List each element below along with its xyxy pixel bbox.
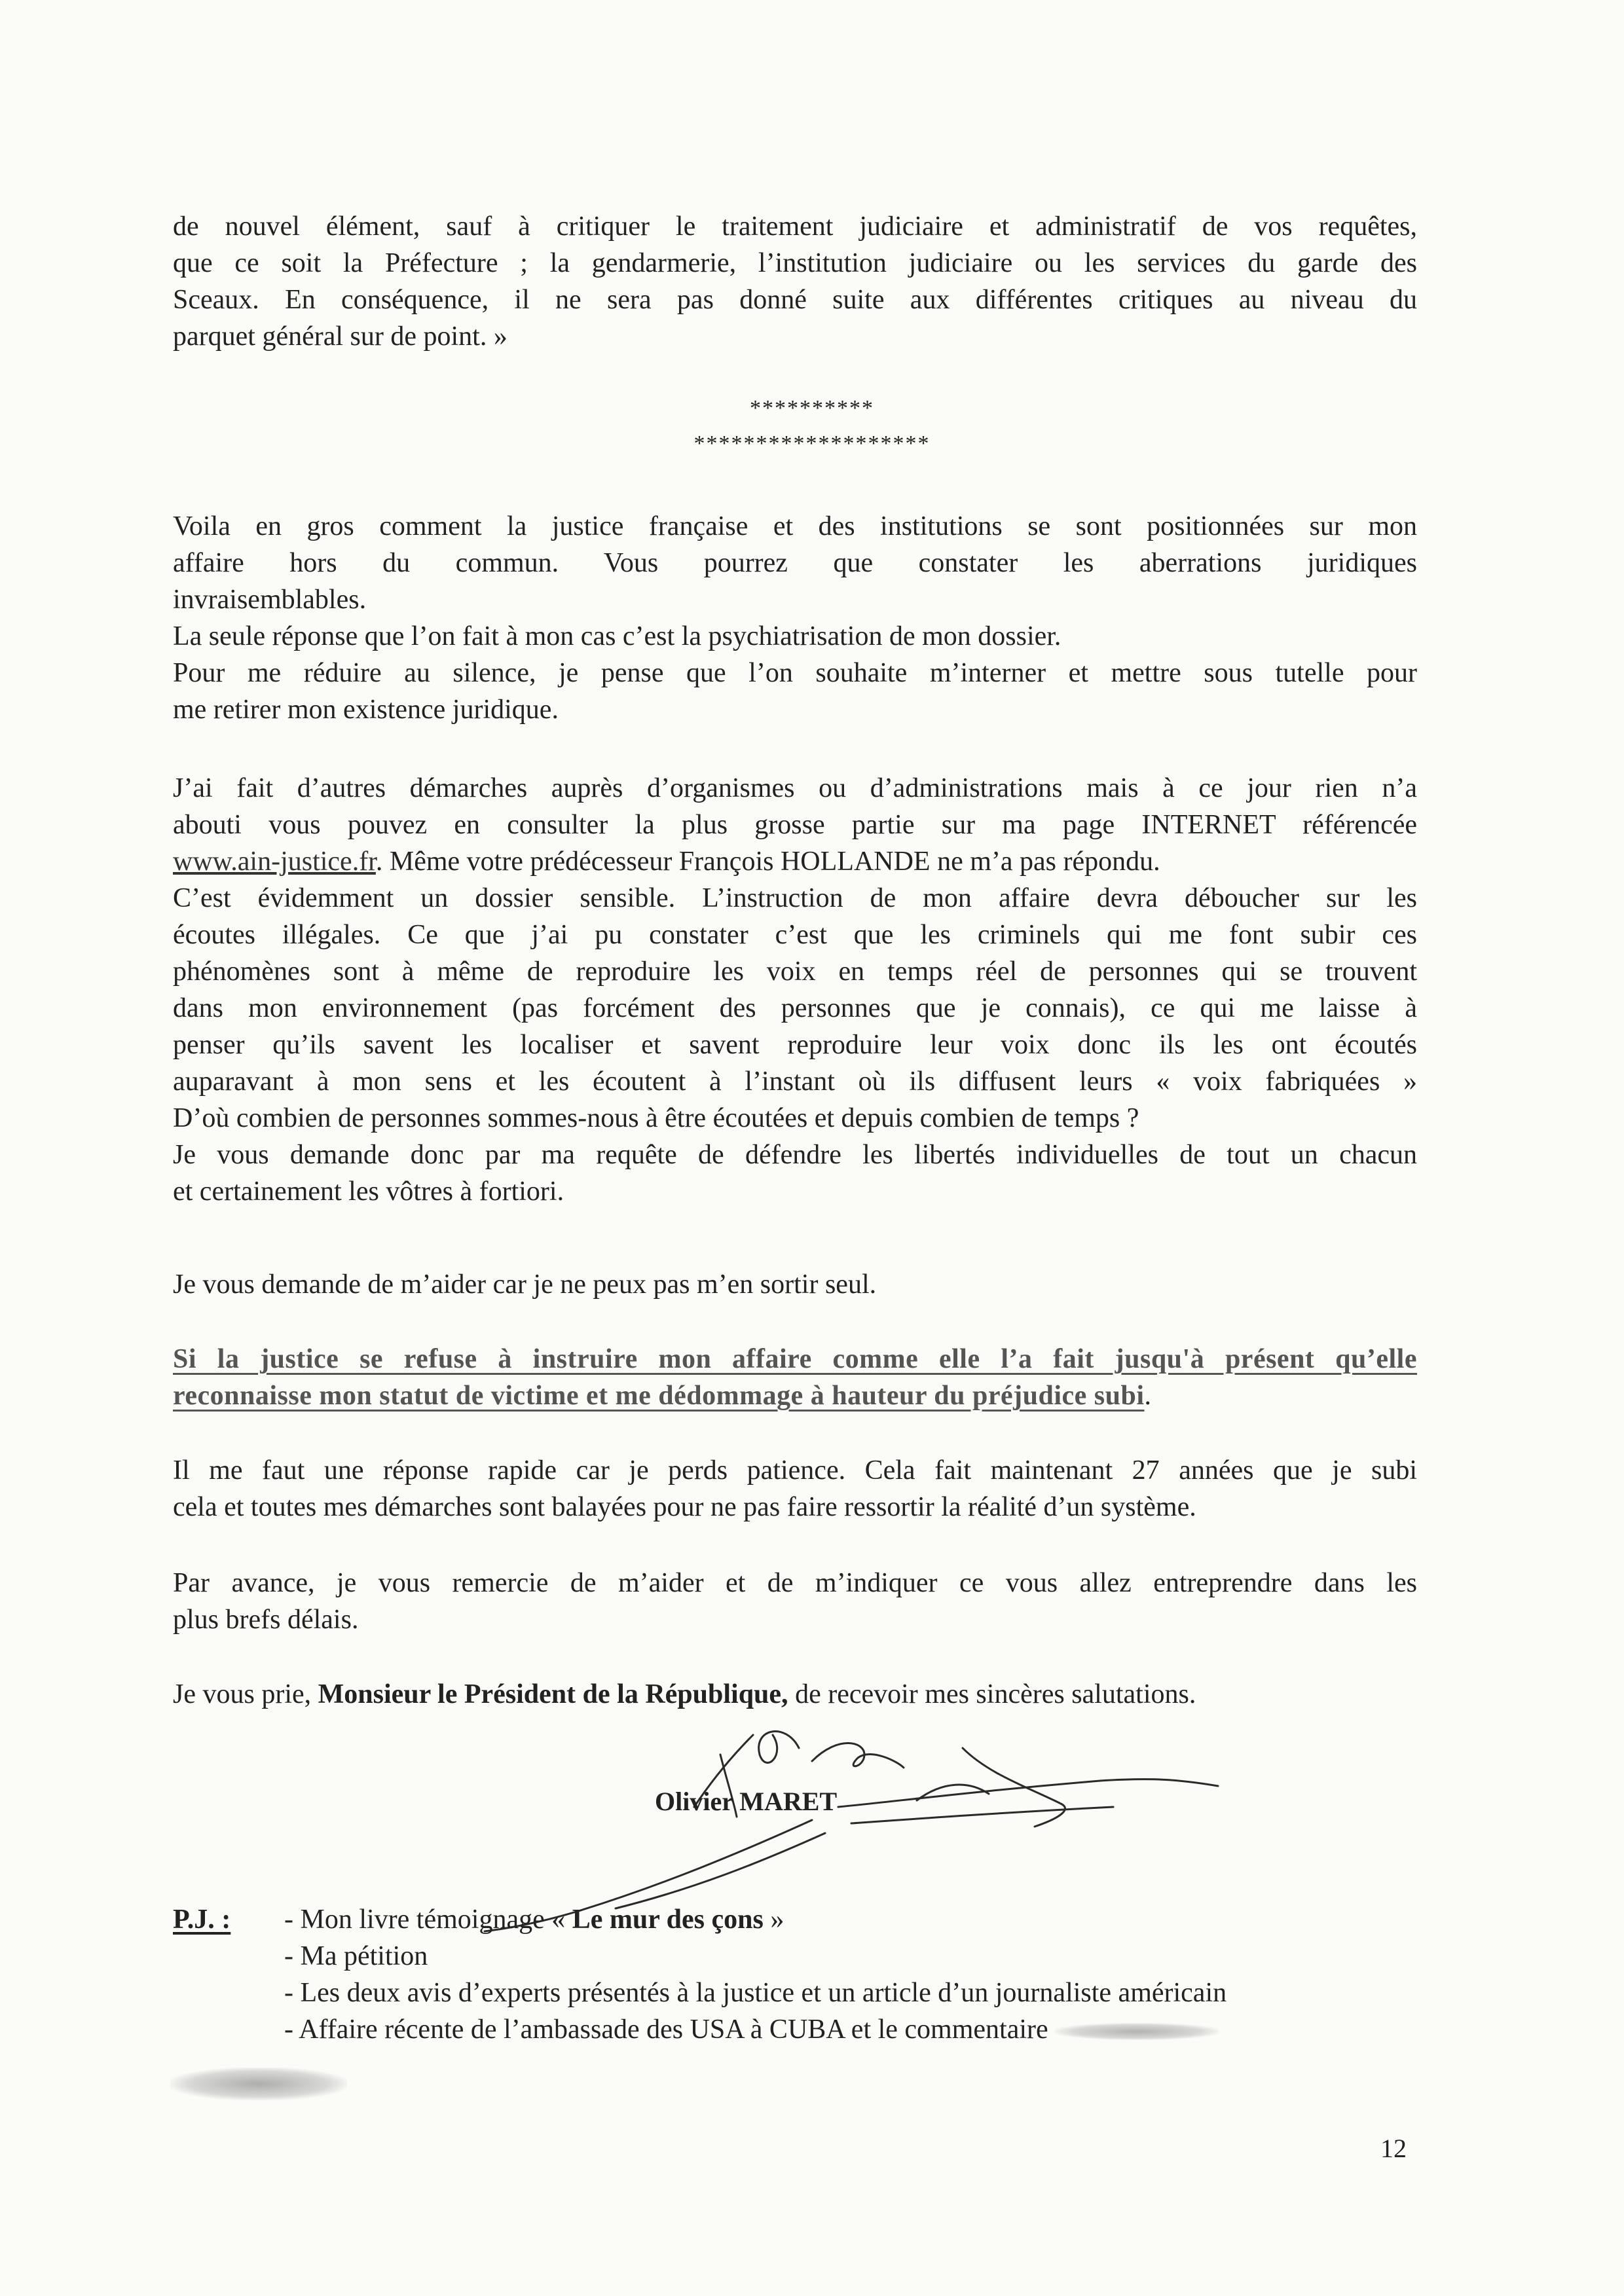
attachment-item-4-text: - Affaire récente de l’ambassade des USA à CUBA et le commentaire	[284, 2014, 1056, 2045]
redaction-mark	[1055, 2023, 1219, 2040]
attachment-item-4	[284, 2011, 1528, 2048]
paragraph-6-line-2: cela et toutes mes démarches sont balayées pour ne pas faire ressortir la réalité d’un système.	[173, 1492, 1196, 1522]
paragraph-2-line-1: Voila en gros comment la justice française et des institutions se sont positionnées sur mon	[173, 511, 1417, 541]
paragraph-1-line-2: que ce soit la Préfecture ; la gendarmerie, l’institution judiciaire ou les services du garde des	[173, 248, 1417, 278]
attachment-item-1-bold: Le mur des çons	[572, 1904, 764, 1935]
paragraph-5-line-2	[173, 1377, 1417, 1414]
paragraph-2-line-5: Pour me réduire au silence, je pense que l’on souhaite m’interner et mettre sous tutelle pour	[173, 658, 1417, 688]
attachment-item-1-end: »	[763, 1904, 784, 1935]
paragraph-8-line-1	[173, 1676, 1417, 1713]
paragraph-8-bold: Monsieur le Président de la République,	[318, 1679, 788, 1709]
paragraph-4-line-1: Je vous demande de m’aider car je ne peux pas m’en sortir seul.	[173, 1269, 877, 1300]
attachment-item-3: - Les deux avis d’experts présentés à la justice et un article d’un journaliste américain	[284, 1978, 1227, 2008]
attachment-item-1-text: - Mon livre témoignage «	[284, 1904, 572, 1935]
paragraph-5-line-2-text: reconnaisse mon statut de victime et me dédommage à hauteur du préjudice subi	[173, 1381, 1145, 1411]
paragraph-3-line-7: dans mon environnement (pas forcément des personnes que je connais), ce qui me laisse à	[173, 993, 1417, 1023]
paragraph-2-line-4: La seule réponse que l’on fait à mon cas c’est la psychiatrisation de mon dossier.	[173, 621, 1061, 651]
paragraph-6	[173, 1452, 1417, 1525]
redaction-mark-lower	[170, 2068, 347, 2100]
separator-stars-short: **********	[750, 396, 874, 420]
paragraph-7	[173, 1565, 1417, 1638]
paragraph-2-line-6: me retirer mon existence juridique.	[173, 695, 559, 725]
attachments-label: P.J. :	[173, 1904, 231, 1935]
paragraph-1-line-3: Sceaux. En conséquence, il ne sera pas donné suite aux différentes critiques au niveau du	[173, 285, 1417, 315]
paragraph-3-line-1: J’ai fait d’autres démarches auprès d’organismes ou d’administrations mais à ce jour rien n’a	[173, 773, 1417, 803]
paragraph-5-line-1	[173, 1341, 1417, 1377]
paragraph-3-line-3	[173, 843, 1417, 880]
paragraph-8	[173, 1676, 1417, 1713]
paragraph-3-line-5: écoutes illégales. Ce que j’ai pu constater c’est que les criminels qui me font subir ces	[173, 920, 1417, 950]
website-link[interactable]: www.ain-justice.fr	[173, 847, 376, 877]
paragraph-3-line-12: et certainement les vôtres à fortiori.	[173, 1176, 564, 1207]
attachments-list	[284, 1901, 1528, 2048]
paragraph-3-line-6: phénomènes sont à même de reproduire les voix en temps réel de personnes qui se trouvent	[173, 957, 1417, 987]
signature-name: Olivier MARET	[655, 1787, 838, 1816]
paragraph-8-before: Je vous prie,	[173, 1679, 318, 1709]
paragraph-3-line-9: auparavant à mon sens et les écoutent à l’instant où ils diffusent leurs « voix fabriquées »	[173, 1066, 1417, 1097]
attachment-item-2: - Ma pétition	[284, 1941, 428, 1971]
paragraph-3	[173, 770, 1417, 1210]
paragraph-3-line-10: D’où combien de personnes sommes-nous à être écoutées et depuis combien de temps ?	[173, 1103, 1139, 1133]
paragraph-8-after: de recevoir mes sincères salutations.	[788, 1679, 1196, 1709]
paragraph-5	[173, 1341, 1417, 1414]
paragraph-2-line-3: invraisemblables.	[173, 585, 367, 615]
attachment-item-1	[284, 1901, 1528, 1938]
paragraph-3-line-11: Je vous demande donc par ma requête de défendre les libertés individuelles de tout un chacun	[173, 1140, 1417, 1170]
page-number: 12	[1380, 2134, 1407, 2163]
paragraph-2	[173, 508, 1417, 728]
paragraph-1	[173, 208, 1417, 355]
paragraph-3-line-3-rest: . Même votre prédécesseur François HOLLANDE ne m’a pas répondu.	[375, 847, 1160, 877]
paragraph-5-line-1-text: Si la justice se refuse à instruire mon affaire comme elle l’a fait jusqu'à présent qu’elle	[173, 1344, 1417, 1374]
paragraph-3-line-8: penser qu’ils savent les localiser et savent reproduire leur voix donc ils les ont écoutés	[173, 1030, 1417, 1060]
paragraph-7-line-2: plus brefs délais.	[173, 1605, 359, 1635]
paragraph-7-line-1: Par avance, je vous remercie de m’aider et de m’indiquer ce vous allez entreprendre dans les	[173, 1568, 1417, 1598]
separator-stars-long: *******************	[693, 431, 931, 456]
paragraph-5-line-2-end: .	[1144, 1381, 1152, 1411]
paragraph-1-line-1: de nouvel élément, sauf à critiquer le traitement judiciaire et administratif de vos requêtes,	[173, 211, 1417, 242]
paragraph-2-line-2: affaire hors du commun. Vous pourrez que constater les aberrations juridiques	[173, 548, 1417, 578]
paragraph-3-line-2: abouti vous pouvez en consulter la plus grosse partie sur ma page INTERNET référencée	[173, 810, 1417, 840]
paragraph-3-line-4: C’est évidemment un dossier sensible. L’instruction de mon affaire devra déboucher sur les	[173, 883, 1417, 913]
paragraph-4	[173, 1266, 1417, 1303]
paragraph-1-line-4: parquet général sur de point. »	[173, 321, 507, 352]
paragraph-6-line-1: Il me faut une réponse rapide car je perds patience. Cela fait maintenant 27 années que je subi	[173, 1455, 1417, 1485]
